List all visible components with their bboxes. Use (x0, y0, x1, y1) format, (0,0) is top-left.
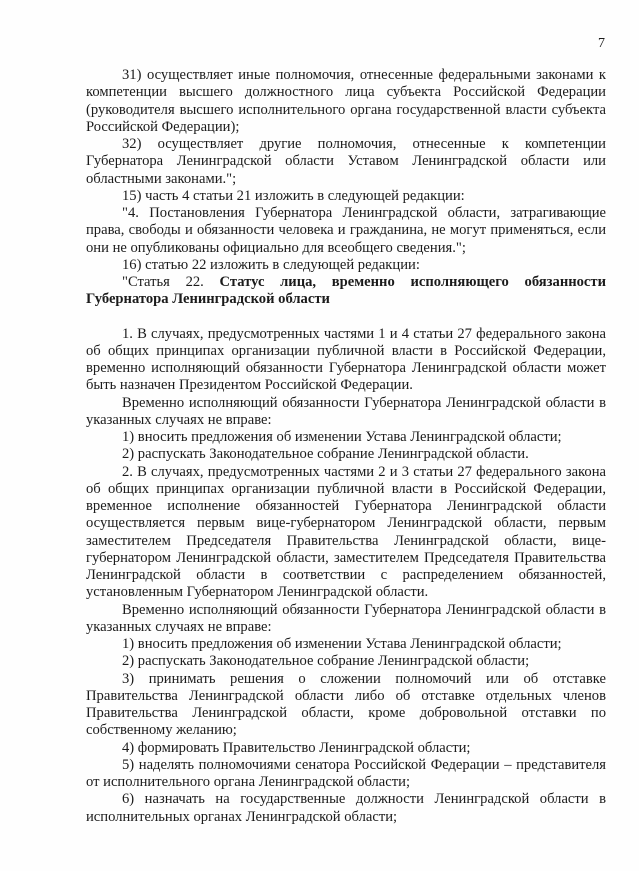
paragraph: 31) осуществляет иные полномочия, отнесенные федеральными законами к компетенции высшего должностного лица субъекта Российской Федерации (руководителя высшего исполнительного органа государственной власти субъекта Российской Федерации); (86, 67, 606, 135)
paragraph: Временно исполняющий обязанности Губернатора Ленинградской области в указанных случаях не вправе: (86, 394, 606, 428)
paragraph: Временно исполняющий обязанности Губернатора Ленинградской области в указанных случаях не вправе: (86, 601, 606, 635)
paragraph: 2) распускать Законодательное собрание Ленинградской области. (122, 446, 529, 463)
paragraph: 2) распускать Законодательное собрание Ленинградской области; (122, 653, 530, 670)
paragraph: 32) осуществляет другие полномочия, отнесенные к компетенции Губернатора Ленинградской области Уставом Ленинградской области или областными законами."; (86, 136, 606, 187)
article-prefix: "Статья 22. (122, 274, 204, 290)
paragraph: 2. В случаях, предусмотренных частями 2 и 3 статьи 27 федерального закона об общих принципах организации публичной власти в Российской Федерации, временное исполнение обязанностей Губернатора Ленинградской области осуществляется первым вице-губернатором Ленинградской области, первым заместителем Председателя Правительства Ленинградской области, вице-губернатором Ленинградской области, заместителем Председателя Правительства Ленинградской области в соответствии с распределением обязанностей, установленным Губернатором Ленинградской области. (86, 463, 606, 601)
paragraph: "4. Постановления Губернатора Ленинградской области, затрагивающие права, свободы и обязанности человека и гражданина, не могут применяться, если они не опубликованы официально для всеобщего сведения."; (86, 205, 606, 256)
paragraph: 6) назначать на государственные должности Ленинградской области в исполнительных органах Ленинградской области; (86, 791, 606, 825)
paragraph: 16) статью 22 изложить в следующей редакции: (122, 256, 420, 273)
paragraph: 1) вносить предложения об изменении Устава Ленинградской области; (122, 636, 562, 652)
document-body (86, 67, 606, 826)
paragraph: 1. В случаях, предусмотренных частями 1 и 4 статьи 27 федерального закона об общих принципах организации публичной власти в Российской Федерации, временно исполняющий обязанности Губернатора Ленинградской области может быть назначен Президентом Российской Федерации. (86, 325, 606, 394)
paragraph: 5) наделять полномочиями сенатора Российской Федерации – представителя от исполнительного органа Ленинградской области; (86, 756, 606, 790)
page-number: 7 (598, 36, 605, 51)
paragraph: 4) формировать Правительство Ленинградской области; (122, 739, 471, 756)
paragraph: 3) принимать решения о сложении полномочий или об отставке Правительства Ленинградской области либо об отставке отдельных членов Правительства Ленинградской области, кроме добровольной отставки по собственному желанию; (86, 670, 606, 739)
paragraph: 1) вносить предложения об изменении Устава Ленинградской области; (122, 429, 562, 445)
article-title: Статус лица, временно исполняющего обязанности Губернатора Ленинградской области (86, 274, 606, 308)
paragraph: 15) часть 4 статьи 21 изложить в следующей редакции: (122, 187, 465, 204)
article-heading (86, 274, 606, 309)
spacer (86, 309, 606, 326)
